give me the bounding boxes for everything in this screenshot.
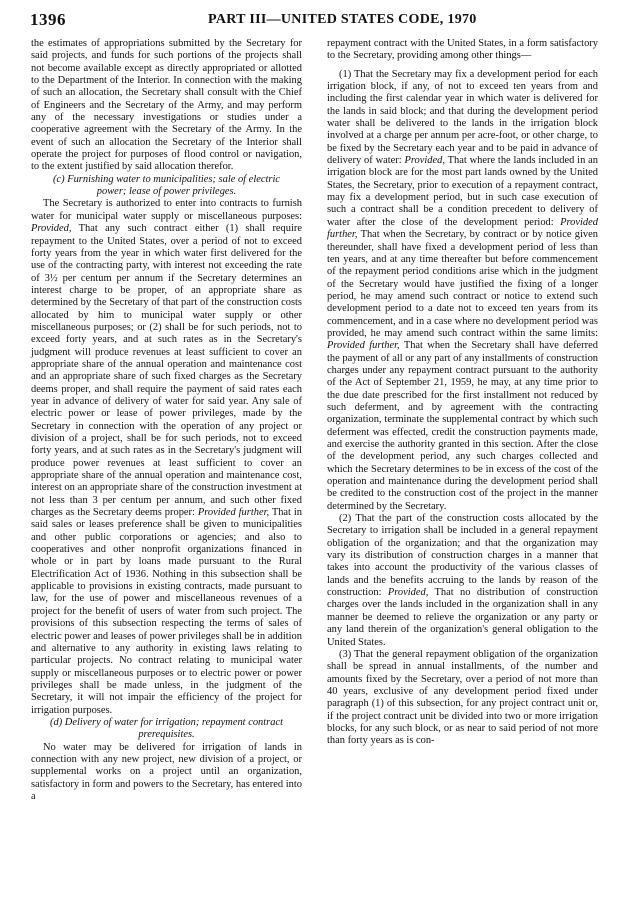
paragraph-continued: repayment contract with the United States, in a form satisfactory to the Secretary, providing among other things— bbox=[327, 38, 598, 62]
text-run: The Secretary is authorized to enter into contracts to furnish water for municipal water supply or miscellaneous purposes: bbox=[31, 198, 302, 222]
left-column bbox=[31, 38, 302, 803]
proviso-italic: Provided, bbox=[387, 587, 429, 599]
proviso-italic: Provided further, bbox=[327, 340, 400, 352]
text-run: That where the lands included in an irrigation block are for the most part lands owned by the United States, the Secretary, prior to execution of a repayment contract, may fix a development period, but in such case execution of such a contract shall be a condition precedent to delivery of water after the close of the development period: bbox=[327, 155, 598, 228]
clause-1 bbox=[327, 69, 598, 513]
proviso-italic: Provided, bbox=[404, 155, 445, 167]
proviso-italic: Provided further, bbox=[327, 216, 598, 241]
text-run: That when the Secretary shall have deferred the payment of all or any part of any installments of construction charges under any repayment contract pursuant to the authority of the Act of September 21, 1959, he may, at any time prior to the due date prescribed for the first installment not reduced by such deferment, and by agreement with the contracting organization, terminate the supplemental contract by which such deferment was effected, credit the construction payments made, and exercise the authority granted in this section. After the close of the development period, any such charges collected and which the Secretary determines to be in excess of the cost of the operation and maintenance during the development period shall be credited to the construction cost of the project in the manner determined by the Secretary. bbox=[327, 340, 599, 512]
clause-3: (3) That the general repayment obligation of the organization shall be spread in annual installments, of the number and amounts fixed by the Secretary, over a period of not more than 40 years, exclusive of any development period fixed under paragraph (1) of this subsection, for any project contract unit or, if the project contract unit be divided into two or more irrigation blocks, for any such block, or as near to said period of not more than forty years as is con- bbox=[327, 648, 598, 747]
subsection-d-body: No water may be delivered for irrigation of lands in connection with any new project, new division of a project, or supplemental works on a project until an organization, satisfactory in form and powers to the Secretary, has entered into a bbox=[31, 741, 302, 802]
text-run: That no distribution of construction charges over the lands included in the organization shall in any manner be deemed to relieve the organization or any party or any land therein of the organization's general obligation to the United States. bbox=[327, 587, 598, 648]
subsection-d-heading: (d) Delivery of water for irrigation; repayment contract prerequisites. bbox=[50, 716, 283, 741]
subsection-c-body bbox=[31, 198, 302, 716]
text-run: That in said sales or leases preference shall be given to municipalities and other public corporations or agencies; and also to cooperatives and other nonprofit organizations financed in whole or in part by loans made pursuant to the Rural Electrification Act of 1936. Nothing in this subsection shall be applicable to provisions in existing contracts, made pursuant to law, for the use of power and miscellaneous revenues of a project for the benefit of users of water from such project. The provisions of this subsection respecting the terms of sales of electric power and leases of power privileges shall be in addition and alternative to any authority in existing laws relating to particular projects. No contract relating to municipal water supply or miscellaneous purposes or to electric power or power privileges shall be made unless, in the judgment of the Secretary, it will not impair the efficiency of the project for irrigation purposes. bbox=[31, 507, 302, 716]
paragraph-continued: the estimates of appropriations submitted by the Secretary for said projects, and funds for such portions of the projects shall not become available except as directly appropriated or allotted to the Department of the Interior. In connection with the making of such an allocation, the Secretary shall consult with the Chief of Engineers and the Secretary of the Army, and may perform any of the necessary investigations or studies under a cooperative agreement with the Secretary of the Army. In the event of such an allocation the Secretary of the Interior shall operate the project for purposes of flood control or navigation, to the extent justified by said allocation therefor. bbox=[31, 38, 302, 173]
proviso-italic: Provided, bbox=[31, 223, 72, 235]
right-column bbox=[327, 38, 598, 748]
subsection-c-heading: (c) Furnishing water to municipalities; sale of electric power; lease of power privileges. bbox=[53, 173, 280, 198]
text-run: That when the Secretary, by contract or by notice given thereunder, shall have fixed a development period of less than ten years, and at any time thereafter but before commencement of the repayment period conditions arise which in the judgment of the Secretary would have justified the fixing of a longer period, he may amend such contract or notice to extend such development period to a date not to exceed ten years from its commencement, and in a case where no development period was provided, he may amend such contract within the same limits: bbox=[327, 229, 598, 339]
clause-2 bbox=[327, 513, 598, 649]
text-run: That any such contract either (1) shall require repayment to the United States, over a period of not to exceed forty years from the year in which water first delivered for the use of the contracting party, with interest not exceeding the rate of 3½ per centum per annum if the Secretary determines an interest charge to be proper, of an appropriate share as determined by the Secretary of that part of the construction costs allocated by him to municipal water supply or other miscellaneous purposes; or (2) shall be for such periods, not to exceed forty years, and at such rates as in the Secretary's judgment will produce revenues at least sufficient to cover an appropriate share of the annual operation and maintenance cost and an appropriate share of such fixed charges as the Secretary deems proper, and shall require the payment of said rates each year in advance of delivery of water for said year. Any sale of electric power or lease of power privileges, made by the Secretary in connection with the operation of any project or division of a project, shall be for such periods, not to exceed forty years, and at such rates as in the Secretary's judgment will produce power revenues at least sufficient to cover an appropriate share of the annual operation and maintenance cost, interest on an appropriate share of the construction investment at not less than 3 per centum per annum, and such other fixed charges as the Secretary deems proper: bbox=[31, 223, 302, 519]
text-run: (2) That the part of the construction costs allocated by the Secretary to irrigation shall be included in a general repayment obligation of the organization; and that the organization may vary its distribution of construction charges in a manner that takes into account the productivity of the various classes of lands and the benefits accruing to the lands by reason of the construction: bbox=[327, 513, 598, 599]
proviso-italic: Provided further, bbox=[197, 507, 270, 519]
running-title: PART III—UNITED STATES CODE, 1970 bbox=[208, 12, 477, 27]
text-run: (1) That the Secretary may fix a development period for each irrigation block, if any, of not to exceed ten years from and including the first calendar year in which water is delivered for the lands in said block; and that during the development period water shall be delivered to the lands in the irrigation block involved at a charge per annum per acre-foot, or other charge, to be fixed by the Secretary each year and to be paid in advance of delivery of water: bbox=[327, 68, 598, 167]
page-header bbox=[30, 10, 594, 32]
page-number: 1396 bbox=[30, 10, 66, 29]
